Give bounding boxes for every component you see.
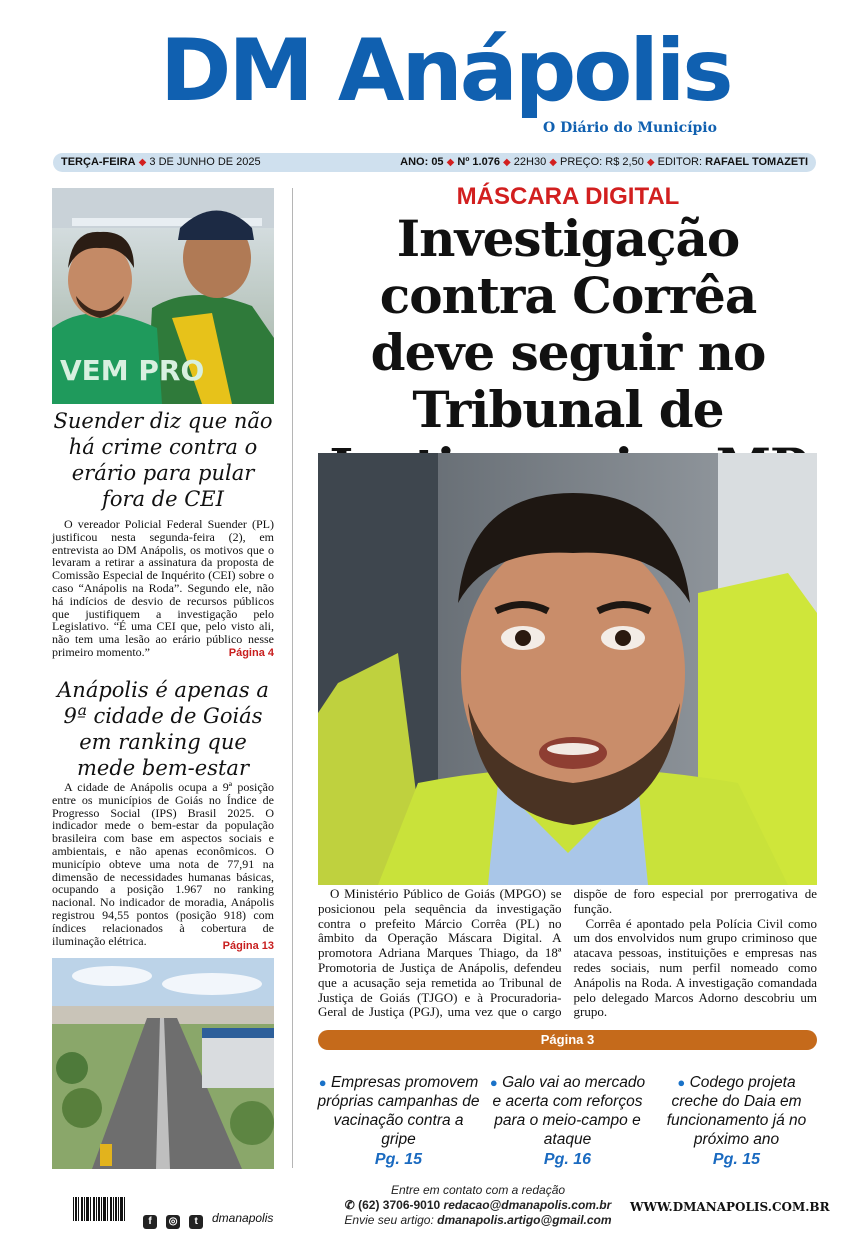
bullet-icon: ● bbox=[318, 1075, 327, 1090]
teaser-text: Galo vai ao mercado e acerta com reforços para o meio-campo e ataque bbox=[492, 1074, 646, 1148]
main-paragraph-1: O Ministério Público de Goiás (MPGO) se posicionou pela sequência da investigação contra o prefeito Márcio Corrêa (PL) no âmbito da Operação Máscara Digital. A promotora Adriana Marques Thiago, da 18ª Promotoria de Justiça de Anápolis, defendeu que a acusação seja remetida ao Tribunal de Justiça de Goiás (TJGO) e à Procuradoria-Geral de Justiça (PGJ), uma vez que o cargo dispõe de foro especial por prerrogativa de função. bbox=[318, 886, 817, 1020]
teaser-page: Pg. 16 bbox=[543, 1151, 592, 1168]
diamond-icon: ◆ bbox=[646, 157, 655, 168]
masthead bbox=[0, 0, 867, 150]
facebook-icon[interactable]: f bbox=[143, 1215, 157, 1229]
year-value: 05 bbox=[431, 156, 444, 168]
teaser-2[interactable] bbox=[485, 1073, 650, 1169]
article-label: Envie seu artigo: bbox=[344, 1213, 434, 1227]
edition-info bbox=[400, 156, 808, 168]
phone-number[interactable]: (62) 3706-9010 bbox=[358, 1198, 441, 1212]
main-body bbox=[318, 887, 817, 1020]
year-label: ANO: bbox=[400, 156, 429, 168]
article-row bbox=[318, 1213, 638, 1228]
main-paragraph-2: Corrêa é apontado pela Polícia Civil como um dos envolvidos num grupo criminoso que atacava pessoas, instituições e empresas nas redes sociais, num perfil nomeado como Anápolis na Roda. A investigação comandada pelo delegado Marcos Adorno descobriu um grupo. bbox=[573, 915, 817, 1020]
date-bar bbox=[53, 153, 816, 172]
story1-page-link[interactable]: Página 4 bbox=[228, 647, 274, 659]
main-headline[interactable]: Investigação contra Corrêa deve seguir no Tribunal de bbox=[370, 209, 766, 439]
number-label: Nº bbox=[457, 156, 470, 168]
teaser-1[interactable] bbox=[316, 1073, 481, 1169]
diamond-icon: ◆ bbox=[549, 157, 557, 168]
price-value: R$ 2,50 bbox=[605, 156, 644, 168]
contact-line: Entre em contato com a redação bbox=[390, 1183, 566, 1197]
bullet-icon: ● bbox=[489, 1075, 498, 1090]
teaser-text: Codego projeta creche do Daia em funcionamento já no próximo ano bbox=[666, 1074, 807, 1148]
diamond-icon: ◆ bbox=[503, 157, 511, 168]
social-icons bbox=[143, 1211, 207, 1230]
edition-date: 3 DE JUNHO DE 2025 bbox=[149, 156, 261, 168]
story1-headline[interactable]: Suender diz que não há crime contra o erário para pular fora de CEI bbox=[53, 409, 273, 511]
story2-page-link[interactable]: Página 13 bbox=[222, 940, 274, 952]
website-link[interactable]: WWW.DMANAPOLIS.COM.BR bbox=[630, 1200, 830, 1214]
two-men-photo bbox=[52, 188, 274, 404]
main-kicker: MÁSCARA DIGITAL bbox=[456, 183, 680, 210]
bullet-icon: ● bbox=[677, 1075, 686, 1090]
tagline: O Diário do Município bbox=[543, 120, 717, 136]
price-label: PREÇO: bbox=[560, 156, 603, 168]
story2-body: A cidade de Anápolis ocupa a 9ª posição entre os municípios de Goiás no Índice de Progresso Social (IPS) Brasil 2025. O indicador mede o bem-estar da população brasileira com base em aspectos sociais e ambientais, e não apenas econômicos. O município obteve uma nota de 77,91 na dimensão de necessidades humanas básicas, ocupando a posição 1.967 no ranking nacional. No indicador de moradia, Anápolis registrou 94,55 pontos (posição 918) com índices relacionados à cobertura de iluminação elétrica. bbox=[52, 780, 274, 948]
newspaper-logo[interactable]: DM Anápolis bbox=[160, 21, 731, 121]
newsroom-email[interactable]: redacao@dmanapolis.com.br bbox=[443, 1198, 612, 1212]
twitter-icon[interactable]: t bbox=[189, 1215, 203, 1229]
teaser-text: Empresas promovem próprias campanhas de vacinação contra a gripe bbox=[317, 1074, 480, 1148]
teaser-page: Pg. 15 bbox=[712, 1151, 761, 1168]
number-value: 1.076 bbox=[472, 156, 500, 168]
weekday: TERÇA-FEIRA bbox=[61, 156, 136, 168]
social-handle[interactable]: dmanapolis bbox=[212, 1211, 274, 1225]
man-portrait-photo bbox=[318, 453, 817, 885]
photo-shirt-text: VEM PRO bbox=[60, 354, 205, 387]
barcode bbox=[72, 1197, 127, 1227]
story1-photo[interactable] bbox=[52, 188, 274, 404]
teaser-page: Pg. 15 bbox=[374, 1151, 423, 1168]
diamond-icon: ◆ bbox=[446, 157, 455, 168]
column-divider bbox=[292, 188, 293, 1168]
aerial-city-photo[interactable] bbox=[52, 958, 274, 1169]
avenue-aerial-photo bbox=[52, 958, 274, 1169]
article-email[interactable]: dmanapolis.artigo@gmail.com bbox=[437, 1213, 612, 1227]
story2-headline[interactable]: Anápolis é apenas a 9ª cidade de Goiás em ranking que mede bem-estar bbox=[57, 678, 269, 780]
main-photo[interactable] bbox=[318, 453, 817, 885]
edition-time: 22H30 bbox=[513, 156, 547, 168]
editor-name: RAFAEL TOMAZETI bbox=[705, 156, 808, 168]
contact-block bbox=[318, 1183, 638, 1228]
diamond-icon: ◆ bbox=[138, 157, 147, 168]
contact-row bbox=[318, 1198, 638, 1213]
date-group bbox=[61, 156, 261, 168]
story1-body: O vereador Policial Federal Suender (PL) justificou nesta segunda-feira (2), em entrevista ao DM Anápolis, os motivos que o levaram a retirar a assinatura da proposta de Comissão Especial de Inquérito (CEI) sobre o caso “Anápolis na Roda”. Segundo ele, não há indícios de desvio de recursos públicos que justifiquem a investigação pelo Legislativo. “É uma CEI que, pelo visto ali, não tem uma lesão ao erário público nesse primeiro momento.” bbox=[52, 517, 274, 659]
teaser-3[interactable] bbox=[654, 1073, 819, 1169]
whatsapp-icon: ✆ bbox=[344, 1198, 355, 1212]
editor-label: EDITOR: bbox=[657, 156, 703, 168]
main-page-link[interactable]: Página 3 bbox=[318, 1030, 817, 1050]
instagram-icon[interactable]: ◎ bbox=[166, 1215, 180, 1229]
